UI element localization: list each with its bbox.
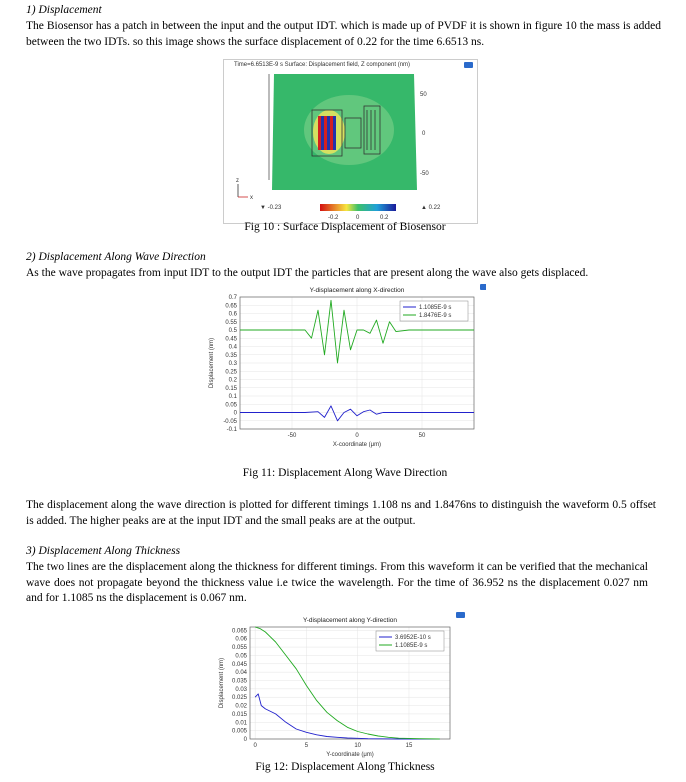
- fig10-toolbar-icon: [464, 62, 473, 68]
- fig10-colorbar-tick: -0.2: [328, 215, 339, 221]
- fig11-chart: [196, 283, 486, 455]
- fig12-xlabel: Y-coordinate (μm): [326, 752, 374, 758]
- fig11-ytick: -0.1: [226, 427, 237, 433]
- fig12-legend-label: 3.6952E-10 s: [395, 635, 431, 641]
- fig11-ytick: -0.05: [223, 418, 237, 425]
- fig12-ytick: 0.015: [231, 711, 247, 718]
- fig10-min-label: ▼ -0.23: [260, 205, 282, 211]
- fig11-ytick: 0.05: [225, 402, 237, 409]
- fig12-chart: [206, 611, 468, 761]
- section-2-body: As the wave propagates from input IDT to the output IDT the particles that are present along the wave also gets displaced.: [26, 267, 589, 279]
- fig11-xtick: 0: [355, 433, 359, 439]
- fig12-caption: Fig 12: Displacement Along Thickness: [255, 761, 435, 773]
- fig10-header: Time=6.6513E-9 s Surface: Displacement field, Z component (nm): [234, 62, 411, 68]
- fig11-ytick: 0.65: [225, 303, 237, 310]
- svg-text:z: z: [236, 178, 239, 184]
- fig11-caption: Fig 11: Displacement Along Wave Direction: [242, 467, 448, 479]
- fig11-ylabel: Displacement (nm): [209, 337, 215, 389]
- fig11-ytick: 0.15: [225, 385, 237, 392]
- fig11-ytick: 0.35: [225, 352, 237, 359]
- fig10-colorbar: [320, 204, 396, 211]
- fig10-axis-tick: -50: [420, 171, 429, 177]
- fig12-toolbar-icon: [456, 612, 465, 618]
- fig12-series-line-1: [255, 694, 440, 739]
- fig11-title: Y-displacement along X-direction: [309, 287, 405, 294]
- fig12-xtick: 15: [405, 743, 413, 749]
- section-2-heading: 2) Displacement Along Wave Direction: [26, 251, 206, 263]
- fig10-axis-tick: 0: [422, 131, 426, 137]
- section-3-body: The two lines are the displacement along the thickness for different timings. From this waveform it can be verified that the mechanical wave does not propagate beyond the thickness value i.e twice the wavelength. For the time of 36.952 ns the displacement 0.027 nm and for 1.1085 ns the displacement is 0.067 nm.: [26, 561, 648, 604]
- fig11-legend-label: 1.8476E-9 s: [419, 313, 452, 319]
- fig11-ytick: 0.45: [225, 336, 237, 343]
- fig11-ytick: 0.6: [228, 311, 237, 318]
- fig12-xtick: 0: [253, 743, 257, 749]
- fig11-ytick: 0.25: [225, 369, 237, 376]
- section-1-body: The Biosensor has a patch in between the input and the output IDT. which is made up of PVDF it is shown in figure 10 the mass is added between the two IDTs. so this image shows the surface displacement of 0.22 for the time 6.6513 ns.: [26, 20, 661, 48]
- fig11-xlabel: X-coordinate (μm): [332, 442, 382, 448]
- fig11-ytick: 0.2: [228, 377, 237, 384]
- fig12-ytick: 0: [243, 737, 247, 743]
- fig12-ytick: 0.06: [235, 636, 247, 643]
- fig11-legend-label: 1.1085E-9 s: [419, 305, 452, 311]
- fig12-ytick: 0.025: [231, 695, 247, 702]
- fig10-axis-triad: [236, 178, 253, 201]
- fig10-colorbar-tick: 0: [356, 215, 360, 221]
- fig11-discussion: The displacement along the wave direction is plotted for different timings 1.108 ns and 1.8476ns to distinguish the waveform 0.5 offset is added. The higher peaks are at the input IDT and the small peaks are at the output.: [26, 499, 656, 527]
- fig12-ytick: 0.04: [235, 670, 247, 677]
- fig11-ytick: 0.5: [228, 328, 237, 334]
- fig11-ytick: 0.1: [228, 394, 237, 400]
- fig12-ytick: 0.065: [231, 628, 247, 635]
- fig10-stripes: [318, 116, 336, 150]
- fig12-ytick: 0.01: [235, 720, 247, 727]
- fig12-ytick: 0.045: [231, 661, 247, 668]
- section-3-heading: 3) Displacement Along Thickness: [26, 545, 181, 557]
- fig12-ytick: 0.035: [231, 678, 247, 685]
- fig12-ytick: 0.02: [235, 703, 247, 710]
- fig10-colorbar-tick: 0.2: [380, 215, 389, 221]
- fig12-ytick: 0.055: [231, 645, 247, 652]
- fig11-ytick: 0.7: [228, 295, 237, 301]
- fig11-ytick: 0.3: [228, 361, 237, 367]
- fig10-caption: Fig 10 : Surface Displacement of Biosensor: [244, 221, 446, 233]
- fig12-ytick: 0.03: [235, 686, 247, 693]
- fig12-title: Y-displacement along Y-direction: [302, 617, 398, 624]
- fig11-xtick: 50: [418, 433, 426, 439]
- fig11-xtick: -50: [287, 433, 297, 439]
- fig12-xtick: 5: [304, 743, 309, 749]
- fig12-legend-label: 1.1085E-9 s: [395, 643, 428, 649]
- fig12-xtick: 10: [354, 743, 362, 749]
- fig10-axis-tick: 50: [420, 92, 427, 98]
- fig10-max-label: ▲ 0.22: [421, 205, 441, 211]
- fig11-ytick: 0.4: [228, 344, 237, 351]
- fig11-ytick: 0.55: [225, 319, 237, 326]
- fig10-image: [223, 59, 478, 224]
- fig11-toolbar-icon: [480, 284, 486, 290]
- section-1-heading: 1) Displacement: [26, 4, 102, 16]
- svg-text:x: x: [250, 195, 253, 201]
- fig12-ytick: 0.05: [235, 653, 247, 660]
- fig12-ytick: 0.005: [231, 728, 247, 735]
- fig12-ylabel: Displacement (nm): [219, 657, 225, 709]
- fig11-ytick: 0: [233, 410, 237, 417]
